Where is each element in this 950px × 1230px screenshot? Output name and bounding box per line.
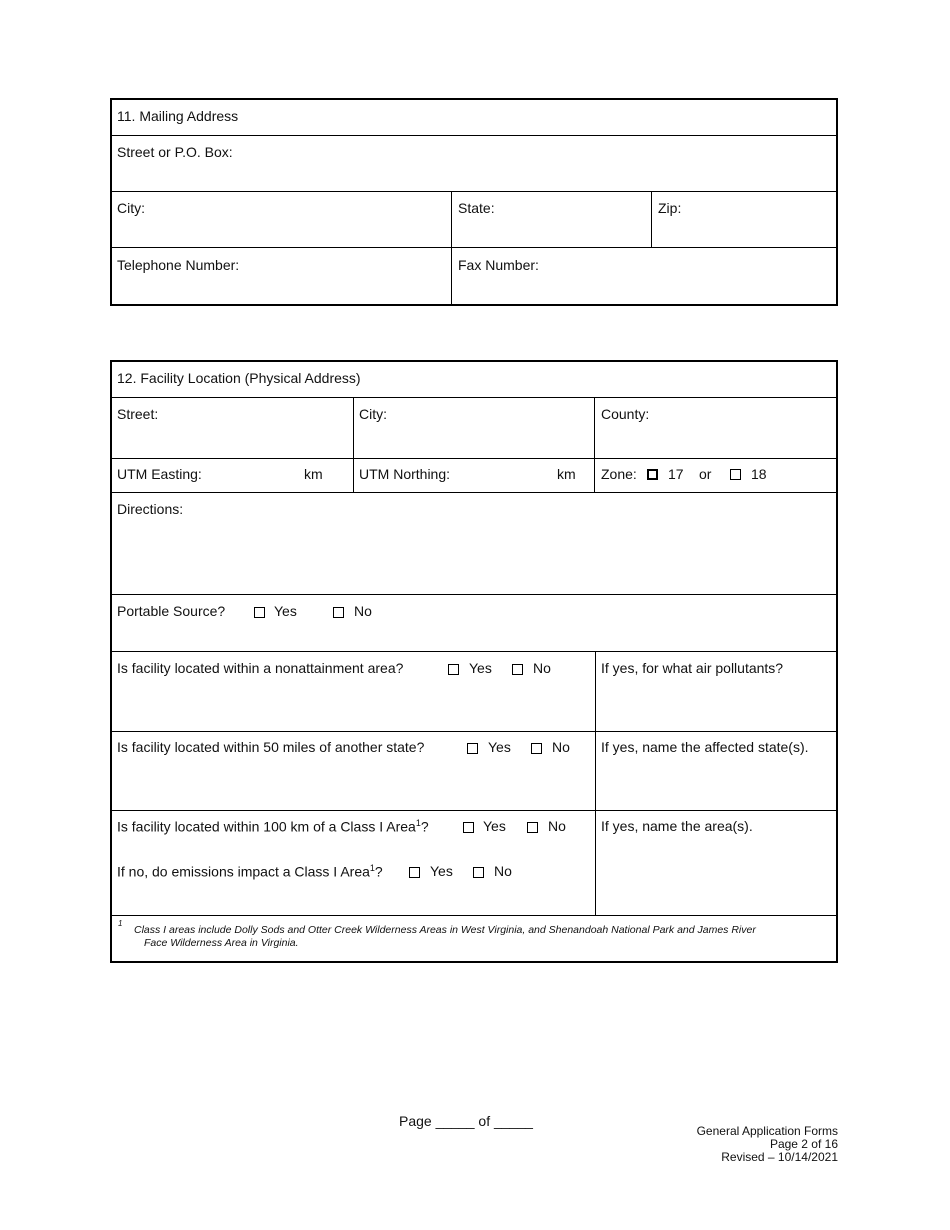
divider [594,397,595,492]
divider [111,651,837,652]
fax-label: Fax Number: [458,257,539,273]
fifty-miles-yes-label: Yes [488,739,511,755]
nonattainment-no-checkbox[interactable] [512,664,523,675]
page-number-field: Page _____ of _____ [399,1113,533,1129]
street-label: Street: [117,406,159,422]
class-i-no-checkbox[interactable] [527,822,538,833]
directions-label: Directions: [117,501,184,517]
class-i-yes-label: Yes [483,818,506,834]
portable-yes-label: Yes [274,603,297,619]
divider [111,731,837,732]
city-label: City: [117,200,145,216]
zone-18-label: 18 [751,466,767,482]
divider [111,397,837,398]
divider [353,397,354,492]
zone-18-checkbox[interactable] [730,469,741,480]
revised-date: Revised – 10/14/2021 [721,1150,838,1164]
divider [111,492,837,493]
utm-easting-label: UTM Easting: [117,466,202,482]
utm-northing-unit: km [557,466,576,482]
fifty-miles-followup: If yes, name the affected state(s). [601,739,809,755]
footnote-line-2: Face Wilderness Area in Virginia. [144,937,299,949]
street-po-box-label: Street or P.O. Box: [117,144,233,160]
emissions-yes-checkbox[interactable] [409,867,420,878]
class-i-no-label: No [548,818,566,834]
footnote-ref: 1 [415,818,421,828]
class-i-question: Is facility located within 100 km of a Class I Area$^1$? [117,818,429,835]
section-12-title: 12. Facility Location (Physical Address) [117,370,361,386]
portable-yes-checkbox[interactable] [254,607,265,618]
emissions-yes-label: Yes [430,863,453,879]
emissions-no-checkbox[interactable] [473,867,484,878]
divider [111,810,837,811]
zone-17-label: 17 [668,466,684,482]
footnote-mark: 1 [118,919,123,928]
fifty-miles-question: Is facility located within 50 miles of another state? [117,739,425,755]
facility-city-label: City: [359,406,387,422]
divider [111,247,837,248]
emissions-no-label: No [494,863,512,879]
nonattainment-followup: If yes, for what air pollutants? [601,660,784,676]
section-11-title: 11. Mailing Address [117,108,239,124]
divider [451,191,452,305]
fifty-miles-no-label: No [552,739,570,755]
footnote-ref: 1 [369,863,375,873]
class-i-followup: If yes, name the area(s). [601,818,753,834]
divider [651,191,652,247]
divider [111,594,837,595]
zone-or-label: or [699,466,712,482]
form-name: General Application Forms [696,1124,838,1138]
divider [111,191,837,192]
footnote-line-1: Class I areas include Dolly Sods and Otter Creek Wilderness Areas in West Virginia, and Shenandoah National Park and James River [134,924,756,936]
divider [111,135,837,136]
utm-northing-label: UTM Northing: [359,466,451,482]
county-label: County: [601,406,650,422]
portable-no-checkbox[interactable] [333,607,344,618]
state-label: State: [458,200,495,216]
divider [111,458,837,459]
emissions-impact-question: If no, do emissions impact a Class I Area$^1$? [117,863,383,880]
utm-easting-unit: km [304,466,323,482]
portable-source-label: Portable Source? [117,603,226,619]
zip-label: Zip: [658,200,682,216]
divider [111,915,837,916]
zone-label: Zone: [601,466,637,482]
telephone-label: Telephone Number: [117,257,240,273]
portable-no-label: No [354,603,372,619]
zone-17-checkbox[interactable] [647,469,658,480]
class-i-yes-checkbox[interactable] [463,822,474,833]
nonattainment-yes-label: Yes [469,660,492,676]
divider [595,651,596,915]
fifty-miles-no-checkbox[interactable] [531,743,542,754]
fifty-miles-yes-checkbox[interactable] [467,743,478,754]
nonattainment-yes-checkbox[interactable] [448,664,459,675]
nonattainment-question: Is facility located within a nonattainment area? [117,660,404,676]
nonattainment-no-label: No [533,660,551,676]
page-of: Page 2 of 16 [769,1137,838,1151]
